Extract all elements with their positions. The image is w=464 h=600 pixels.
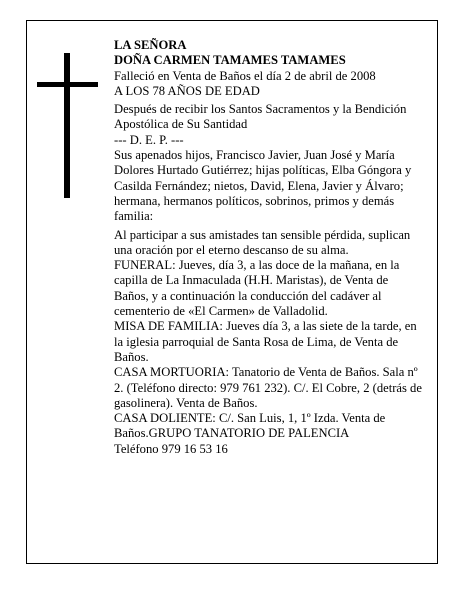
sacraments-text: Después de recibir los Santos Sacramentos y la Bendición Apostólica de Su Santidad [114,102,407,132]
age-line: A LOS 78 AÑOS DE EDAD [114,83,260,98]
phone-text: Teléfono 979 16 53 16 [114,441,228,456]
mass-text: MISA DE FAMILIA: Jueves día 3, a las siete de la tarde, en la iglesia parroquial de Santa Rosa de Lima, de Venta de Baños. [114,319,417,364]
cross-icon [64,53,70,198]
title-line: LA SEÑORA [114,38,187,52]
dep-line: --- D. E. P. --- [114,132,184,147]
obituary-text [114,38,426,457]
cross-icon-bar [37,82,98,87]
family-text: Sus apenados hijos, Francisco Javier, Juan José y María Dolores Hurtado Gutiérrez; hijas políticas, Elba Góngora y Casilda Fernández; nietos, David, Elena, Javier y Álvaro; hermana, hermanos políticos, sobrinos, primos y demás familia: [114,148,412,224]
request-text: Al participar a sus amistades tan sensible pérdida, suplican una oración por el eterno descanso de su alma. [114,227,411,257]
death-line: Falleció en Venta de Baños el día 2 de abril de 2008 [114,68,376,83]
funeral-text: FUNERAL: Jueves, día 3, a las doce de la mañana, en la capilla de La Inmaculada (H.H. Maristas), de Venta de Baños, y a continuación la conducción del cadáver al cementerio de «El Carmen» de Valladolid. [114,258,400,319]
deceased-name: DOÑA CARMEN TAMAMES TAMAMES [114,53,346,68]
mortuary-text: CASA MORTUORIA: Tanatorio de Venta de Baños. Sala nº 2. (Teléfono directo: 979 761 232). C/. El Cobre, 2 (detrás de gasolinera). Venta de Baños. [114,365,422,410]
home-text: CASA DOLIENTE: C/. San Luis, 1, 1º Izda. Venta de Baños.GRUPO TANATORIO DE PALENCIA [114,411,386,441]
